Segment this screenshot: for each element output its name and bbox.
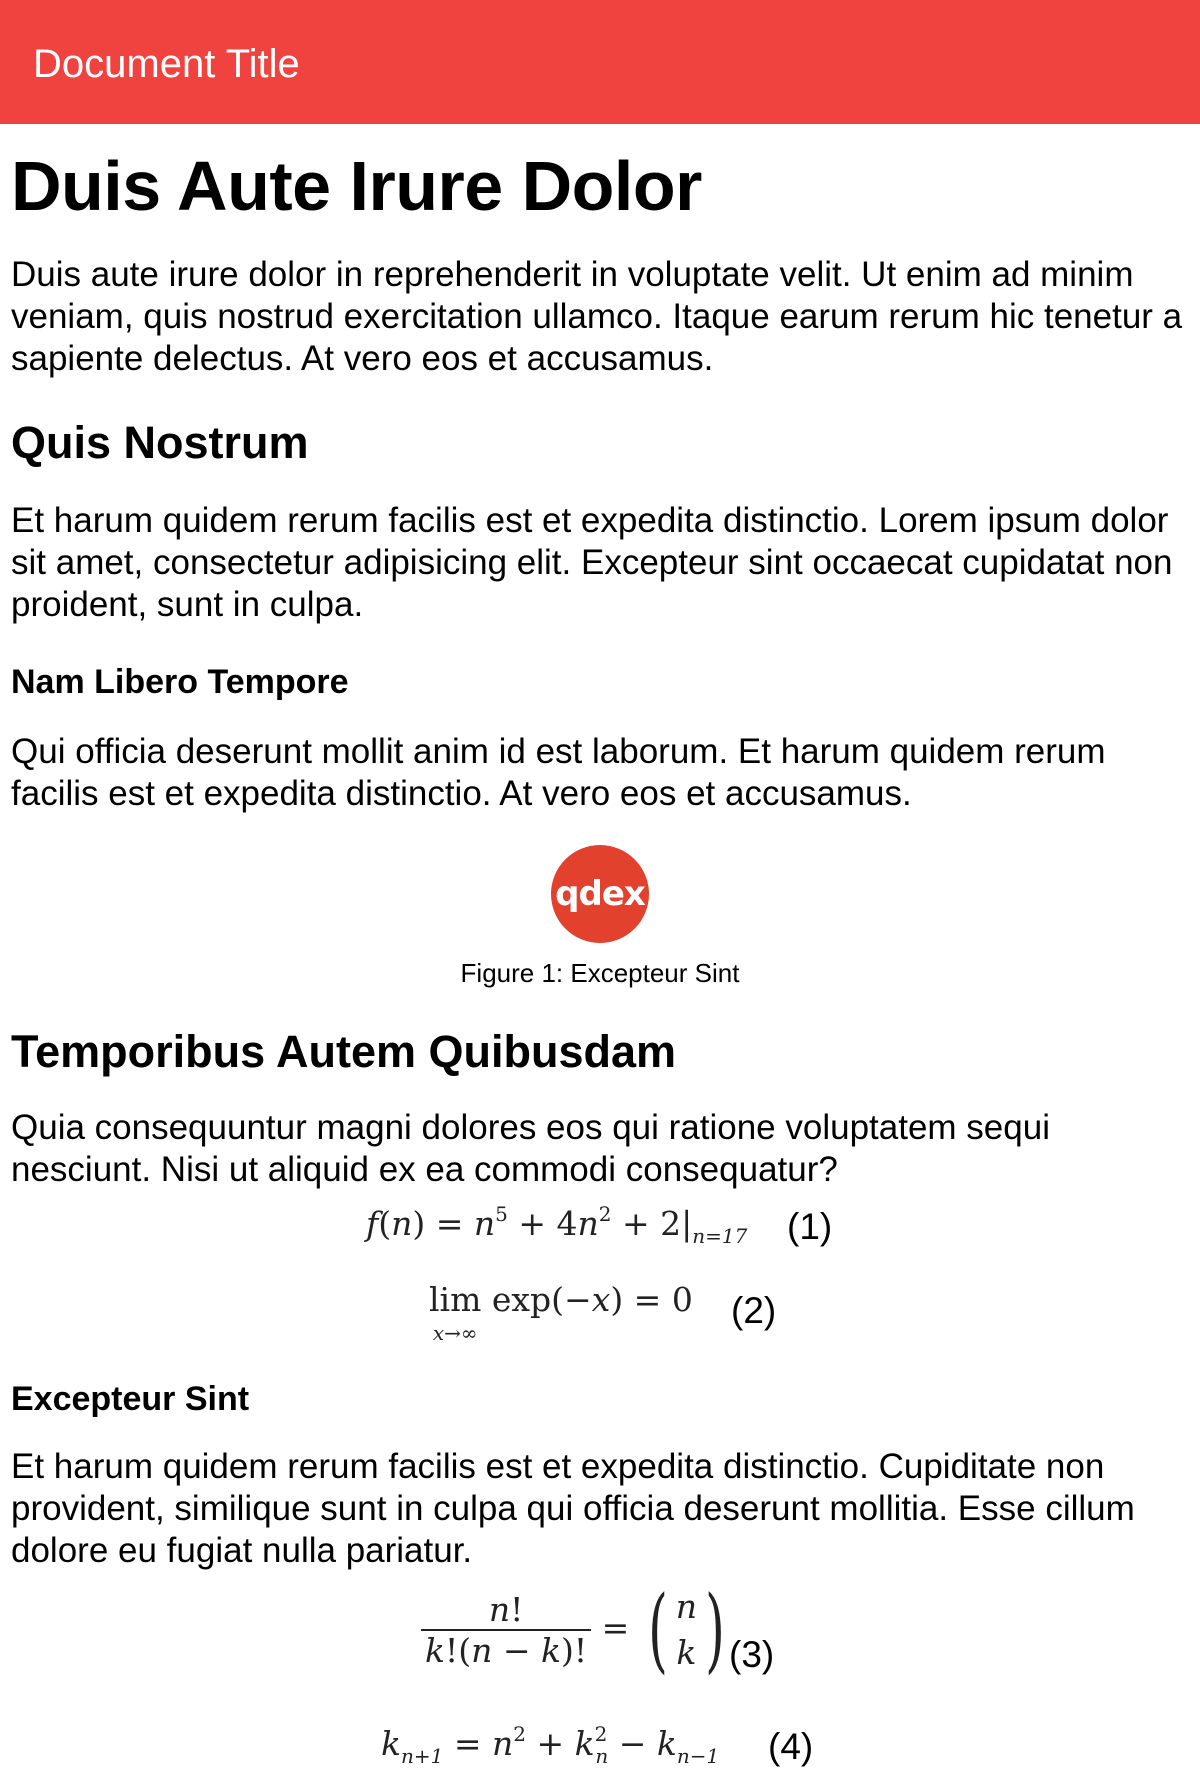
main-heading: Duis Aute Irure Dolor xyxy=(11,147,702,225)
section-heading-temporibus: Temporibus Autem Quibusdam xyxy=(11,1026,677,1077)
equation-1-number: (1) xyxy=(787,1206,833,1247)
equation-3-number: (3) xyxy=(729,1634,775,1675)
header-bar xyxy=(0,0,1200,124)
paragraph-excepteur-sint: Et harum quidem rerum facilis est et expedita distinctio. Cupiditate non provident, similique sunt in culpa qui officia deserunt mollitia. Esse cillum dolore eu fugiat nulla pariatur. xyxy=(11,1447,1135,1570)
equation-2-row xyxy=(11,1280,1189,1350)
figure-caption: Figure 1: Excepteur Sint xyxy=(460,958,740,988)
equation-4-number: (4) xyxy=(768,1726,814,1767)
qdex-logo xyxy=(551,845,649,943)
logo-text: qdex xyxy=(555,874,645,914)
figure-1 xyxy=(11,845,1189,989)
equation-3-row xyxy=(11,1576,1189,1694)
equation-4-row xyxy=(11,1724,1189,1784)
equation-4: $k_{n+1} = n^2 + k^2_n - k_{n-1}$ xyxy=(381,1722,720,1768)
document-title: Document Title xyxy=(33,42,300,86)
equation-3: $\frac{n!}{k!(n - k)!}$ = ( n k ) xyxy=(421,1584,733,1676)
equation-1: $f(n) = n^5 + 4n^2 + 2|_{n=17}$ xyxy=(366,1202,748,1248)
paragraph-nam-libero: Qui officia deserunt mollit anim id est laborum. Et harum quidem rerum facilis est et expedita distinctio. At vero eos et accusamus. xyxy=(11,732,1106,813)
equation-2: lim x→∞ exp(−x) = 0 xyxy=(429,1280,693,1345)
equation-2-number: (2) xyxy=(731,1290,777,1331)
paragraph-temporibus: Quia consequuntur magni dolores eos qui ratione voluptatem sequi nesciunt. Nisi ut aliquid ex ea commodi consequatur? xyxy=(11,1108,1050,1189)
subheading-excepteur-sint: Excepteur Sint xyxy=(11,1380,250,1418)
intro-paragraph: Duis aute irure dolor in reprehenderit in voluptate velit. Ut enim ad minim veniam, quis nostrud exercitation ullamco. Itaque earum rerum hic tenetur a sapiente delectus. At vero eos et accusamus. xyxy=(11,255,1183,378)
paragraph-quis-nostrum: Et harum quidem rerum facilis est et expedita distinctio. Lorem ipsum dolor sit amet, consectetur adipisicing elit. Excepteur sint occaecat cupidatat non proident, sunt in culpa. xyxy=(11,501,1173,624)
subheading-nam-libero: Nam Libero Tempore xyxy=(11,663,349,701)
section-heading-quis-nostrum: Quis Nostrum xyxy=(11,417,309,468)
equation-1-row xyxy=(11,1204,1189,1264)
